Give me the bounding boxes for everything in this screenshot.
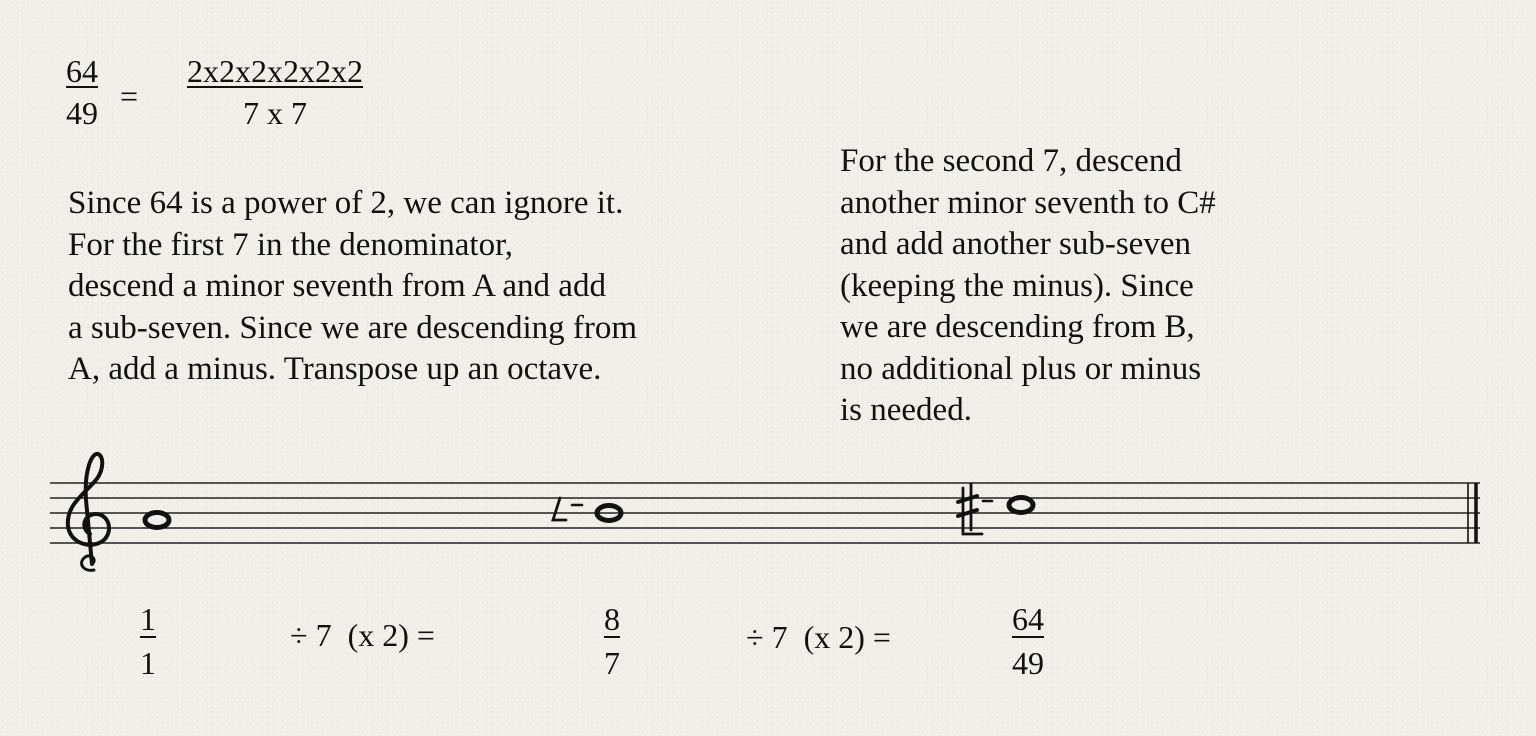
equation-rhs-denominator: 7 x 7 — [243, 95, 307, 131]
sub-seven-minus-accidental-icon — [553, 498, 582, 520]
ratio-fraction-2 — [592, 603, 632, 679]
ratio-3-numerator: 64 — [1012, 601, 1044, 637]
explanation-left-paragraph: Since 64 is a power of 2, we can ignore it. For the first 7 in the denominator, descend a minor seventh from A and add a sub-seven. Since we are descending from A, add a minus. Transpose up an octave. — [68, 185, 638, 387]
explanation-right-paragraph: For the second 7, descend another minor seventh to C# and add another sub-seven (keeping the minus). Since we are descending from B, no additional plus or minus is needed. — [840, 143, 1216, 428]
equation-lhs-denominator: 49 — [66, 95, 98, 131]
ratio-1-denominator: 1 — [140, 645, 156, 681]
ratio-2-denominator: 7 — [604, 645, 620, 681]
equation-lhs-fraction — [66, 55, 98, 129]
operation-text-1: ÷ 7 (x 2) = — [290, 617, 435, 653]
sharp-sub-seven-minus-accidental-icon — [958, 484, 992, 534]
treble-clef-icon — [68, 454, 109, 570]
equation-equals-sign: = — [120, 78, 139, 114]
equation-lhs-numerator: 64 — [66, 53, 98, 89]
ratio-fraction-1 — [128, 603, 168, 679]
ratio-fraction-3 — [998, 603, 1058, 679]
ratio-2-numerator: 8 — [604, 601, 620, 637]
note-c-sharp-whole — [1009, 498, 1033, 513]
ratio-1-numerator: 1 — [140, 601, 156, 637]
note-a-whole — [145, 513, 169, 528]
staff-lines — [50, 483, 1480, 543]
ratio-3-denominator: 49 — [1012, 645, 1044, 681]
operation-text-2: ÷ 7 (x 2) = — [746, 619, 891, 655]
music-staff — [0, 440, 1536, 590]
equation-rhs-numerator: 2x2x2x2x2x2 — [187, 53, 363, 89]
equation-rhs-fraction — [162, 55, 388, 129]
